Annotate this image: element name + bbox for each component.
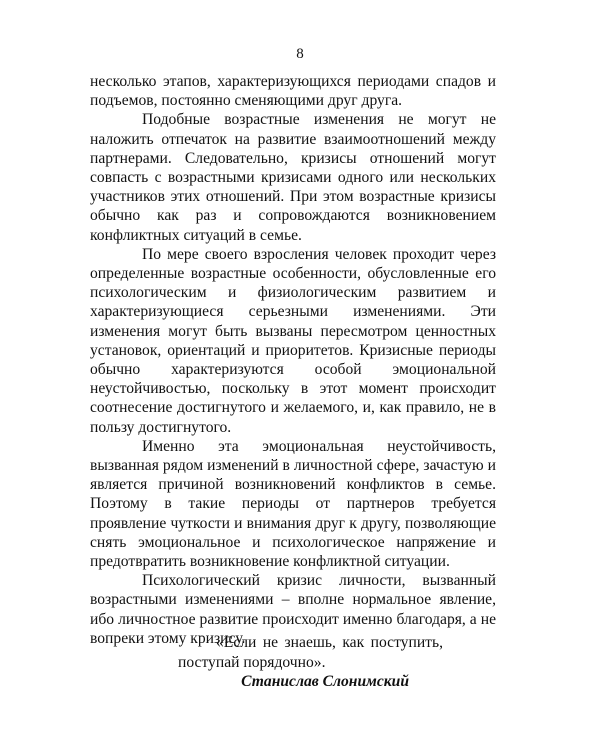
epigraph-author: Станислав Слонимский	[241, 673, 409, 690]
paragraph-3: По мере своего взросления человек проходит через определенные возрастные особенности, обусловленные его психологическим и физиологическим развитием и характеризующиеся серьезными изменениями. Эти изменения могут быть вызваны пересмотром ценностных установок, ориентаций и приоритетов. Кризисные периоды обычно характеризуются особой эмоциональной неустойчивостью, поскольку в этот момент происходит соотнесение достигнутого и желаемого, и, как правило, не в пользу достигнутого.	[90, 245, 496, 436]
paragraph-1: несколько этапов, характеризующихся периодами спадов и подъемов, постоянно сменяющими друг друга.	[90, 73, 496, 110]
page-number: 8	[296, 46, 304, 62]
paragraph-5: Психологический кризис личности, вызванный возрастными изменениями – вполне нормальное явление, ибо личностное развитие происходит именно благодаря, а не вопреки этому кризису.	[90, 572, 496, 647]
paragraph-4: Именно эта эмоциональная неустойчивость, вызванная рядом изменений в личностной сфере, зачастую и является причиной возникновений конфликтов в семье. Поэтому в такие периоды от партнеров требуется проявление чуткости и внимания друг к другу, позволяющие снять эмоциональное и психологическое напряжение и предотвратить возникновение конфликтной ситуации.	[90, 437, 496, 571]
epigraph	[178, 633, 443, 692]
epigraph-quote: «Если не знаешь, как поступить, поступай порядочно».	[178, 634, 443, 671]
body-text	[90, 72, 496, 648]
paragraph-2: Подобные возрастные изменения не могут не наложить отпечаток на развитие взаимоотношений между партнерами. Следовательно, кризисы отношений могут совпасть с возрастными кризисами одного или нескольких участников этих отношений. При этом возрастные кризисы обычно как раз и сопровождаются возникновением конфликтных ситуаций в семье.	[90, 111, 496, 244]
